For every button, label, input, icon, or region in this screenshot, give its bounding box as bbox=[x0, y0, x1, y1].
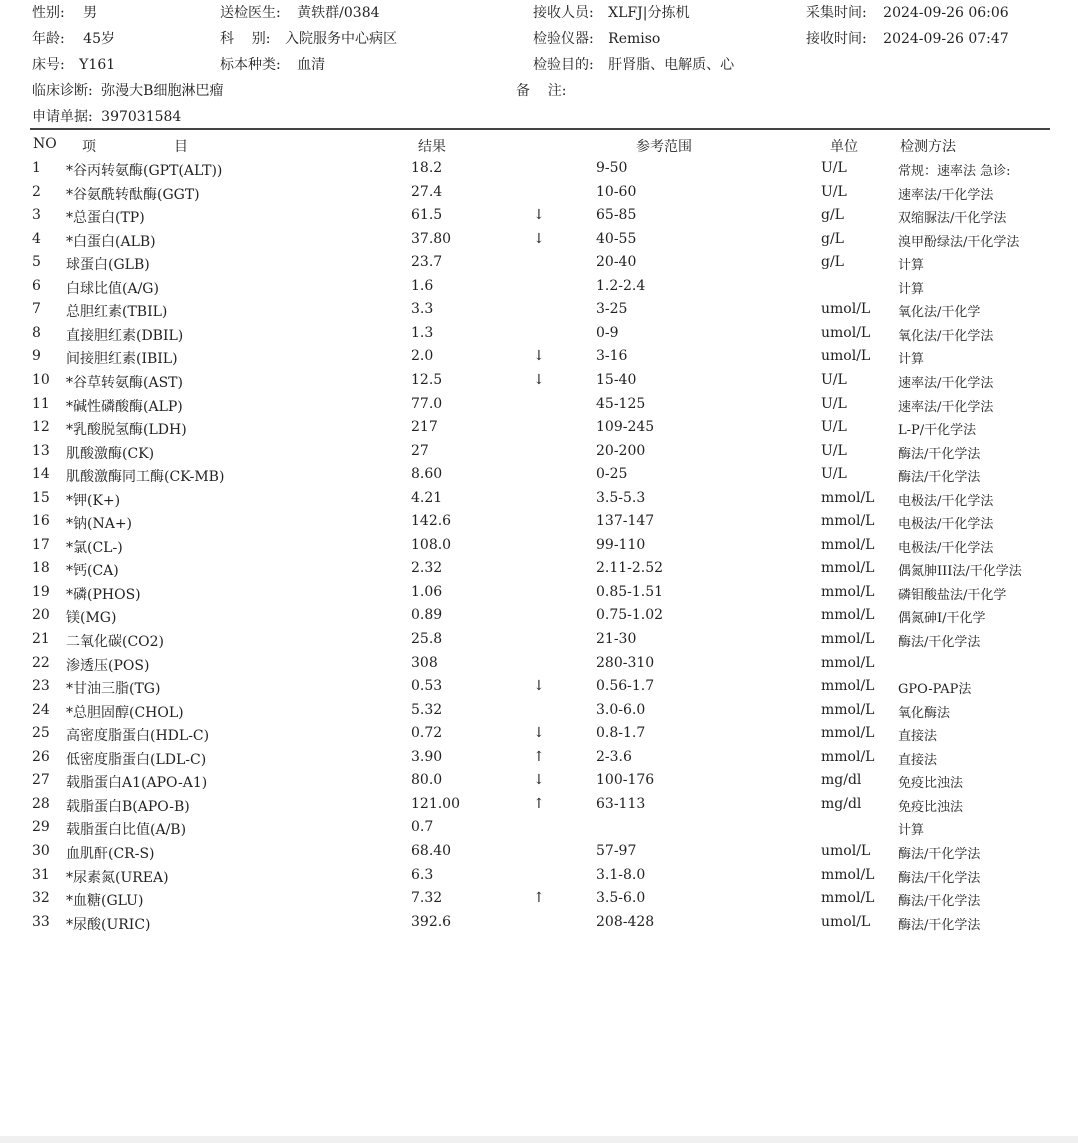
cell-result: 1.3 bbox=[411, 324, 434, 341]
cell-name: 肌酸激酶同工酶(CK-MB) bbox=[66, 469, 225, 486]
table-row bbox=[0, 631, 1078, 655]
cell-name: *总胆固醇(CHOL) bbox=[66, 704, 184, 721]
col-header-no: NO bbox=[33, 136, 57, 152]
cell-range: 57-97 bbox=[596, 842, 637, 859]
specimen-value: 血清 bbox=[297, 57, 326, 73]
age-field bbox=[32, 28, 115, 48]
cell-unit: mmol/L bbox=[821, 748, 875, 765]
table-row bbox=[0, 914, 1078, 938]
dept-field bbox=[220, 28, 397, 48]
specimen-label: 标本种类: bbox=[220, 57, 281, 73]
gender-value: 男 bbox=[83, 5, 98, 21]
cell-no: 22 bbox=[32, 654, 50, 671]
cell-method: 直接法 bbox=[898, 729, 938, 745]
cell-name: *钙(CA) bbox=[66, 563, 119, 580]
cell-no: 29 bbox=[32, 819, 50, 836]
cell-flag: ↓ bbox=[533, 207, 545, 224]
cell-method: 计算 bbox=[898, 281, 925, 297]
cell-unit: g/L bbox=[821, 230, 844, 247]
table-row bbox=[0, 301, 1078, 325]
cell-unit: g/L bbox=[821, 254, 844, 271]
cell-no: 16 bbox=[32, 513, 50, 530]
table-row bbox=[0, 443, 1078, 467]
cell-result: 23.7 bbox=[411, 254, 443, 271]
table-row bbox=[0, 184, 1078, 208]
cell-result: 77.0 bbox=[411, 395, 443, 412]
cell-result: 392.6 bbox=[411, 913, 452, 930]
cell-no: 6 bbox=[32, 277, 41, 294]
instrument-value: Remiso bbox=[608, 31, 661, 47]
collect-time-label: 采集时间: bbox=[806, 5, 867, 21]
cell-method: 双缩脲法/干化学法 bbox=[898, 211, 1007, 227]
cell-unit: mmol/L bbox=[821, 536, 875, 553]
table-row bbox=[0, 867, 1078, 891]
cell-range: 280-310 bbox=[596, 654, 655, 671]
cell-range: 0.85-1.51 bbox=[596, 583, 664, 600]
cell-flag: ↓ bbox=[533, 371, 545, 388]
cell-unit: mg/dl bbox=[821, 795, 862, 812]
cell-unit: mmol/L bbox=[821, 607, 875, 624]
cell-flag: ↑ bbox=[533, 795, 545, 812]
cell-flag: ↑ bbox=[533, 890, 545, 907]
cell-range: 3.1-8.0 bbox=[596, 866, 646, 883]
cell-name: 肌酸激酶(CK) bbox=[66, 445, 155, 462]
cell-unit: U/L bbox=[821, 160, 847, 176]
cell-name: 渗透压(POS) bbox=[66, 657, 150, 674]
request-field bbox=[32, 106, 181, 126]
request-label: 申请单据: bbox=[32, 109, 93, 125]
cell-method: 电极法/干化学法 bbox=[898, 493, 994, 509]
gender-label: 性别: bbox=[32, 5, 65, 21]
cell-unit: g/L bbox=[821, 207, 844, 224]
cell-name: *总蛋白(TP) bbox=[66, 210, 145, 227]
cell-name: *谷草转氨酶(AST) bbox=[66, 374, 183, 391]
cell-unit: U/L bbox=[821, 442, 847, 459]
cell-method: 电极法/干化学法 bbox=[898, 540, 994, 556]
cell-name: *钾(K+) bbox=[66, 492, 121, 509]
table-row bbox=[0, 325, 1078, 349]
table-row bbox=[0, 396, 1078, 420]
cell-unit: mmol/L bbox=[821, 560, 875, 577]
cell-method: 偶氮砷I/干化学 bbox=[898, 611, 986, 627]
table-row bbox=[0, 419, 1078, 443]
table-row bbox=[0, 607, 1078, 631]
cell-name: *血糖(GLU) bbox=[66, 893, 144, 910]
cell-range: 3.5-6.0 bbox=[596, 890, 646, 907]
table-row bbox=[0, 819, 1078, 843]
cell-unit: mmol/L bbox=[821, 866, 875, 883]
cell-no: 21 bbox=[32, 631, 50, 647]
cell-range: 9-50 bbox=[596, 160, 628, 176]
doctor-value: 黄轶群/0384 bbox=[297, 5, 380, 21]
cell-result: 25.8 bbox=[411, 631, 443, 647]
cell-method: 酶法/干化学法 bbox=[898, 446, 981, 462]
cell-range: 0.8-1.7 bbox=[596, 725, 646, 742]
cell-range: 3.5-5.3 bbox=[596, 489, 646, 506]
table-row bbox=[0, 890, 1078, 914]
cell-no: 17 bbox=[32, 536, 50, 553]
cell-method: 速率法/干化学法 bbox=[898, 375, 994, 391]
cell-method: 电极法/干化学法 bbox=[898, 517, 994, 533]
cell-name: 球蛋白(GLB) bbox=[66, 257, 150, 274]
cell-unit: U/L bbox=[821, 395, 847, 412]
cell-result: 0.53 bbox=[411, 678, 443, 695]
cell-method: 氧化酶法 bbox=[898, 705, 951, 721]
age-value: 45岁 bbox=[83, 31, 115, 47]
cell-method: 计算 bbox=[898, 352, 925, 368]
cell-result: 7.32 bbox=[411, 890, 443, 907]
cell-no: 31 bbox=[32, 866, 50, 883]
bed-field bbox=[32, 54, 115, 74]
cell-range: 137-147 bbox=[596, 513, 655, 530]
page-bottom-strip bbox=[0, 1136, 1078, 1143]
cell-no: 11 bbox=[32, 395, 50, 412]
cell-result: 308 bbox=[411, 654, 438, 671]
col-header-method: 检测方法 bbox=[900, 139, 956, 155]
cell-name: *谷丙转氨酶(GPT(ALT)) bbox=[66, 163, 223, 179]
table-row bbox=[0, 843, 1078, 867]
cell-range: 2-3.6 bbox=[596, 748, 632, 765]
table-row bbox=[0, 490, 1078, 514]
cell-unit: mmol/L bbox=[821, 725, 875, 742]
cell-flag: ↑ bbox=[533, 748, 545, 765]
cell-unit: mmol/L bbox=[821, 678, 875, 695]
cell-method: GPO-PAP法 bbox=[898, 682, 972, 698]
bed-value: Y161 bbox=[79, 57, 116, 73]
cell-name: *钠(NA+) bbox=[66, 516, 133, 533]
cell-unit: mmol/L bbox=[821, 513, 875, 530]
purpose-label: 检验目的: bbox=[533, 57, 594, 73]
purpose-value: 肝肾脂、电解质、心 bbox=[608, 57, 735, 73]
cell-range: 0.75-1.02 bbox=[596, 607, 664, 624]
table-row bbox=[0, 513, 1078, 537]
remark-label: 备 注: bbox=[516, 83, 567, 99]
cell-range: 65-85 bbox=[596, 207, 637, 224]
specimen-field bbox=[220, 54, 325, 74]
cell-range: 10-60 bbox=[596, 183, 637, 200]
cell-method: 酶法/干化学法 bbox=[898, 870, 981, 886]
cell-method: 酶法/干化学法 bbox=[898, 470, 981, 486]
cell-no: 9 bbox=[32, 348, 41, 365]
cell-no: 5 bbox=[32, 254, 41, 271]
cell-name: *甘油三脂(TG) bbox=[66, 681, 161, 698]
table-row bbox=[0, 796, 1078, 820]
table-row bbox=[0, 466, 1078, 490]
cell-name: 载脂蛋白B(APO-B) bbox=[66, 798, 190, 815]
cell-unit: mmol/L bbox=[821, 701, 875, 718]
gender-field bbox=[32, 2, 97, 22]
receiver-value: XLFJ|分拣机 bbox=[608, 5, 690, 21]
cell-result: 2.0 bbox=[411, 348, 434, 365]
cell-method: 氧化法/干化学 bbox=[898, 305, 981, 321]
cell-result: 27.4 bbox=[411, 183, 443, 200]
cell-name: *碱性磷酸酶(ALP) bbox=[66, 398, 183, 415]
cell-flag: ↓ bbox=[533, 772, 545, 789]
receive-time-value: 2024-09-26 07:47 bbox=[883, 31, 1009, 47]
cell-result: 108.0 bbox=[411, 536, 452, 553]
cell-range: 208-428 bbox=[596, 913, 655, 930]
cell-name: *谷氨酰转酞酶(GGT) bbox=[66, 186, 200, 203]
receive-time-field bbox=[806, 28, 1009, 48]
cell-method: 免疫比浊法 bbox=[898, 799, 964, 815]
cell-name: 血肌酐(CR-S) bbox=[66, 845, 155, 862]
collect-time-value: 2024-09-26 06:06 bbox=[883, 5, 1009, 21]
cell-name: 高密度脂蛋白(HDL-C) bbox=[66, 728, 210, 745]
table-row bbox=[0, 207, 1078, 231]
cell-method: 速率法/干化学法 bbox=[898, 399, 994, 415]
cell-result: 0.7 bbox=[411, 819, 434, 836]
cell-flag: ↓ bbox=[533, 348, 545, 365]
cell-result: 121.00 bbox=[411, 795, 460, 812]
cell-result: 6.3 bbox=[411, 866, 434, 883]
table-row bbox=[0, 655, 1078, 679]
header-divider bbox=[30, 128, 1050, 130]
cell-no: 1 bbox=[32, 160, 41, 176]
table-row bbox=[0, 348, 1078, 372]
cell-range: 0.56-1.7 bbox=[596, 678, 655, 695]
cell-unit: umol/L bbox=[821, 913, 871, 930]
cell-unit: mmol/L bbox=[821, 890, 875, 907]
cell-no: 28 bbox=[32, 795, 50, 812]
cell-name: 载脂蛋白比值(A/B) bbox=[66, 822, 187, 839]
cell-unit: mmol/L bbox=[821, 654, 875, 671]
cell-result: 12.5 bbox=[411, 371, 443, 388]
cell-name: 低密度脂蛋白(LDL-C) bbox=[66, 751, 207, 768]
cell-no: 14 bbox=[32, 466, 50, 483]
cell-no: 12 bbox=[32, 419, 50, 436]
cell-no: 26 bbox=[32, 748, 50, 765]
table-row bbox=[0, 725, 1078, 749]
table-row bbox=[0, 678, 1078, 702]
cell-range: 3-16 bbox=[596, 348, 628, 365]
dept-label: 科 别: bbox=[220, 31, 271, 47]
cell-result: 4.21 bbox=[411, 489, 443, 506]
cell-no: 20 bbox=[32, 607, 50, 624]
cell-flag: ↓ bbox=[533, 725, 545, 742]
cell-range: 20-200 bbox=[596, 442, 646, 459]
cell-method: 酶法/干化学法 bbox=[898, 917, 981, 933]
cell-result: 27 bbox=[411, 442, 429, 459]
cell-method: 计算 bbox=[898, 258, 925, 274]
cell-name: 直接胆红素(DBIL) bbox=[66, 327, 184, 344]
cell-unit: mmol/L bbox=[821, 583, 875, 600]
cell-range: 109-245 bbox=[596, 419, 655, 436]
cell-method: 计算 bbox=[898, 823, 925, 839]
cell-result: 1.06 bbox=[411, 583, 443, 600]
cell-result: 37.80 bbox=[411, 230, 452, 247]
cell-result: 142.6 bbox=[411, 513, 452, 530]
table-row bbox=[0, 231, 1078, 255]
cell-unit: umol/L bbox=[821, 324, 871, 341]
cell-method: 偶氮胂III法/干化学法 bbox=[898, 564, 1022, 580]
cell-name: 白球比值(A/G) bbox=[66, 280, 159, 297]
table-row bbox=[0, 254, 1078, 278]
cell-name: 二氧化碳(CO2) bbox=[66, 634, 165, 650]
cell-range: 0-9 bbox=[596, 324, 619, 341]
cell-range: 63-113 bbox=[596, 795, 646, 812]
cell-method: 溴甲酚绿法/干化学法 bbox=[898, 234, 1020, 250]
cell-result: 1.6 bbox=[411, 277, 434, 294]
cell-result: 80.0 bbox=[411, 772, 443, 789]
doctor-label: 送检医生: bbox=[220, 5, 281, 21]
cell-no: 18 bbox=[32, 560, 50, 577]
cell-result: 61.5 bbox=[411, 207, 443, 224]
cell-no: 2 bbox=[32, 183, 41, 200]
table-row bbox=[0, 372, 1078, 396]
cell-result: 5.32 bbox=[411, 701, 443, 718]
cell-method: 酶法/干化学法 bbox=[898, 846, 981, 862]
cell-no: 23 bbox=[32, 678, 50, 695]
collect-time-field bbox=[806, 2, 1009, 22]
diagnosis-field bbox=[32, 80, 223, 100]
cell-result: 217 bbox=[411, 419, 438, 436]
cell-method: 酶法/干化学法 bbox=[898, 635, 981, 650]
cell-no: 8 bbox=[32, 324, 41, 341]
cell-range: 3-25 bbox=[596, 301, 628, 318]
request-value: 397031584 bbox=[101, 109, 182, 125]
cell-method: 直接法 bbox=[898, 752, 938, 768]
cell-no: 27 bbox=[32, 772, 50, 789]
instrument-label: 检验仪器: bbox=[533, 31, 594, 47]
col-header-item-a: 项 bbox=[82, 139, 96, 155]
cell-method: 免疫比浊法 bbox=[898, 776, 964, 792]
cell-name: *尿酸(URIC) bbox=[66, 916, 151, 933]
cell-unit: mg/dl bbox=[821, 772, 862, 789]
cell-no: 24 bbox=[32, 701, 50, 718]
cell-no: 33 bbox=[32, 913, 50, 930]
cell-name: *尿素氮(UREA) bbox=[66, 869, 169, 886]
table-row bbox=[0, 772, 1078, 796]
age-label: 年龄: bbox=[32, 31, 65, 47]
cell-range: 99-110 bbox=[596, 536, 646, 553]
cell-no: 10 bbox=[32, 371, 50, 388]
cell-no: 25 bbox=[32, 725, 50, 742]
cell-result: 0.72 bbox=[411, 725, 443, 742]
cell-range: 40-55 bbox=[596, 230, 637, 247]
cell-method: 氧化法/干化学法 bbox=[898, 328, 994, 344]
cell-result: 8.60 bbox=[411, 466, 443, 483]
cell-result: 18.2 bbox=[411, 160, 443, 176]
cell-no: 30 bbox=[32, 842, 50, 859]
cell-method: L-P/干化学法 bbox=[898, 423, 977, 439]
cell-name: *白蛋白(ALB) bbox=[66, 233, 156, 250]
cell-unit: umol/L bbox=[821, 301, 871, 318]
instrument-field bbox=[533, 28, 660, 48]
cell-range: 2.11-2.52 bbox=[596, 560, 664, 577]
col-header-item-b: 目 bbox=[174, 139, 188, 155]
cell-no: 13 bbox=[32, 442, 50, 459]
cell-method: 酶法/干化学法 bbox=[898, 894, 981, 910]
table-row bbox=[0, 278, 1078, 302]
cell-result: 68.40 bbox=[411, 842, 452, 859]
diagnosis-label: 临床诊断: bbox=[32, 83, 93, 99]
doctor-field bbox=[220, 2, 380, 22]
cell-unit: mmol/L bbox=[821, 489, 875, 506]
cell-unit: mmol/L bbox=[821, 631, 875, 647]
cell-range: 3.0-6.0 bbox=[596, 701, 646, 718]
cell-name: 载脂蛋白A1(APO-A1) bbox=[66, 775, 208, 792]
cell-range: 100-176 bbox=[596, 772, 655, 789]
cell-unit: umol/L bbox=[821, 348, 871, 365]
cell-method: 常规：速率法 急诊: bbox=[898, 164, 1011, 179]
table-row bbox=[0, 749, 1078, 773]
receiver-label: 接收人员: bbox=[533, 5, 594, 21]
cell-result: 3.3 bbox=[411, 301, 434, 318]
cell-name: 总胆红素(TBIL) bbox=[66, 304, 168, 321]
col-header-range: 参考范围 bbox=[636, 139, 692, 155]
col-header-result: 结果 bbox=[418, 139, 446, 155]
cell-name: 镁(MG) bbox=[66, 610, 117, 627]
cell-no: 19 bbox=[32, 583, 50, 600]
cell-unit: U/L bbox=[821, 419, 847, 436]
receive-time-label: 接收时间: bbox=[806, 31, 867, 47]
cell-no: 7 bbox=[32, 301, 41, 318]
cell-unit: U/L bbox=[821, 371, 847, 388]
remark-field bbox=[516, 80, 567, 100]
cell-flag: ↓ bbox=[533, 678, 545, 695]
cell-name: 间接胆红素(IBIL) bbox=[66, 351, 178, 368]
table-row bbox=[0, 702, 1078, 726]
table-row bbox=[0, 560, 1078, 584]
cell-no: 32 bbox=[32, 890, 50, 907]
cell-name: *乳酸脱氢酶(LDH) bbox=[66, 422, 187, 439]
cell-method: 磷钼酸盐法/干化学 bbox=[898, 587, 1007, 603]
col-header-unit: 单位 bbox=[830, 139, 858, 155]
cell-range: 1.2-2.4 bbox=[596, 277, 646, 294]
bed-label: 床号: bbox=[32, 57, 65, 73]
cell-range: 21-30 bbox=[596, 631, 637, 647]
cell-range: 15-40 bbox=[596, 371, 637, 388]
dept-value: 入院服务中心病区 bbox=[284, 31, 397, 47]
cell-no: 3 bbox=[32, 207, 41, 224]
cell-range: 0-25 bbox=[596, 466, 628, 483]
diagnosis-value: 弥漫大B细胞淋巴瘤 bbox=[101, 83, 224, 99]
cell-result: 0.89 bbox=[411, 607, 443, 624]
cell-flag: ↓ bbox=[533, 230, 545, 247]
cell-result: 3.90 bbox=[411, 748, 443, 765]
table-row bbox=[0, 584, 1078, 608]
cell-no: 4 bbox=[32, 230, 41, 247]
purpose-field bbox=[533, 54, 734, 74]
receiver-field bbox=[533, 2, 689, 22]
cell-unit: U/L bbox=[821, 466, 847, 483]
cell-range: 45-125 bbox=[596, 395, 646, 412]
cell-name: *氯(CL-) bbox=[66, 539, 123, 556]
cell-name: *磷(PHOS) bbox=[66, 586, 141, 603]
cell-range: 20-40 bbox=[596, 254, 637, 271]
cell-unit: umol/L bbox=[821, 842, 871, 859]
cell-unit: U/L bbox=[821, 183, 847, 200]
table-row bbox=[0, 537, 1078, 561]
cell-result: 2.32 bbox=[411, 560, 443, 577]
table-row bbox=[0, 160, 1078, 184]
cell-no: 15 bbox=[32, 489, 50, 506]
cell-method: 速率法/干化学法 bbox=[898, 187, 994, 203]
